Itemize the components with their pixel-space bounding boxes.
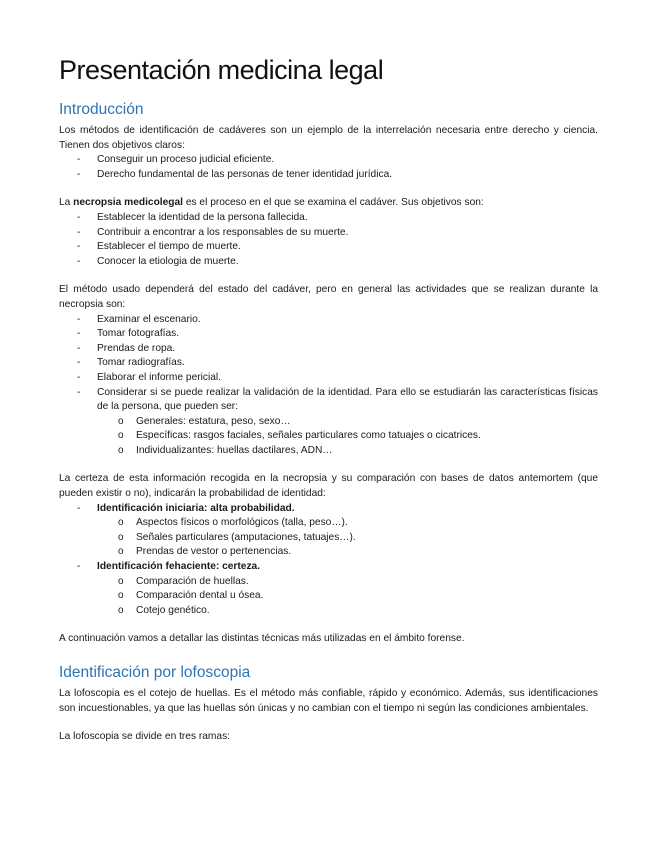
list-item: - Tomar radiografías. (77, 357, 185, 369)
paragraph-lofoscopia-1: La lofoscopia es el cotejo de huellas. Es el método más confiable, rápido y económico. Además, sus identificaciones son incuestionables, ya que las huellas són únicas y no cambian con el tiempo ni según las condiciones ambientales. (59, 688, 598, 714)
list-item: - Conocer la etiologia de muerte. (77, 255, 239, 267)
list-item: - Examinar el escenario. (77, 313, 201, 325)
sub-list-item: o Prendas de vestor o pertenencias. (118, 546, 292, 558)
sub-list-item: o Generales: estatura, peso, sexo… (118, 415, 291, 427)
list-identificacion (59, 502, 598, 619)
list-item: - Derecho fundamental de las personas de tener identidad jurídica. (77, 168, 393, 180)
paragraph-lofoscopia-2: La lofoscopia se divide en tres ramas: (59, 731, 231, 743)
paragraph-certeza: La certeza de esta información recogida en la necropsia y su comparación con bases de datos antemortem (que pueden existir o no), indicarán la probabilidad de identidad: (59, 473, 598, 500)
list-item: - Identificación fehaciente: certeza. (77, 561, 261, 573)
sub-list-item: o Cotejo genético. (118, 604, 210, 616)
list-item: - Establecer el tiempo de muerte. (77, 241, 241, 253)
list-item: - Tomar fotografías. (77, 328, 180, 340)
sub-list-item: o Aspectos físicos o morfológicos (talla, peso…). (118, 517, 348, 529)
sub-list-item: o Comparación dental u ósea. (118, 590, 264, 602)
list-item: - Prendas de ropa. (77, 342, 176, 354)
list-item: - Conseguir un proceso judicial eficiente. (77, 154, 275, 166)
list-actividades (59, 313, 598, 459)
list-item: - Considerar si se puede realizar la validación de la identidad. Para ello se estudiarán las características físicas de la persona, que pueden ser: (77, 386, 598, 413)
heading-introduccion: Introducción (59, 101, 144, 118)
list-item: - Identificación iniciaria: alta probabilidad. (77, 502, 295, 514)
document-title: Presentación medicina legal (59, 55, 384, 85)
paragraph-continuacion: A continuación vamos a detallar las distintas técnicas más utilizadas en el ámbito forense. (59, 633, 465, 645)
list-objetivos (59, 153, 598, 182)
list-item: - Elaborar el informe pericial. (77, 371, 222, 383)
paragraph-necropsia: La necropsia medicolegal es el proceso en el que se examina el cadáver. Sus objetivos son: (59, 197, 484, 209)
sub-list-item: o Individualizantes: huellas dactilares, ADN… (118, 444, 333, 456)
list-objetivos-necropsia (59, 211, 598, 269)
heading-lofoscopia: Identificación por lofoscopia (59, 664, 251, 681)
paragraph-metodo: El método usado dependerá del estado del cadáver, pero en general las actividades que se realizan durante la necropsia son: (59, 284, 598, 310)
sub-list-item: o Señales particulares (amputaciones, tatuajes…). (118, 531, 356, 543)
paragraph-intro-1: Los métodos de identificación de cadáveres son un ejemplo de la interrelación necesaria entre derecho y ciencia. Tienen dos objetivos claros: (59, 125, 598, 151)
list-item: - Contribuir a encontrar a los responsables de su muerte. (77, 226, 349, 238)
sub-list-item: o Específicas: rasgos faciales, señales particulares como tatuajes o cicatrices. (118, 430, 481, 442)
list-item: - Establecer la identidad de la persona fallecida. (77, 211, 308, 223)
sub-list-item: o Comparación de huellas. (118, 575, 249, 587)
